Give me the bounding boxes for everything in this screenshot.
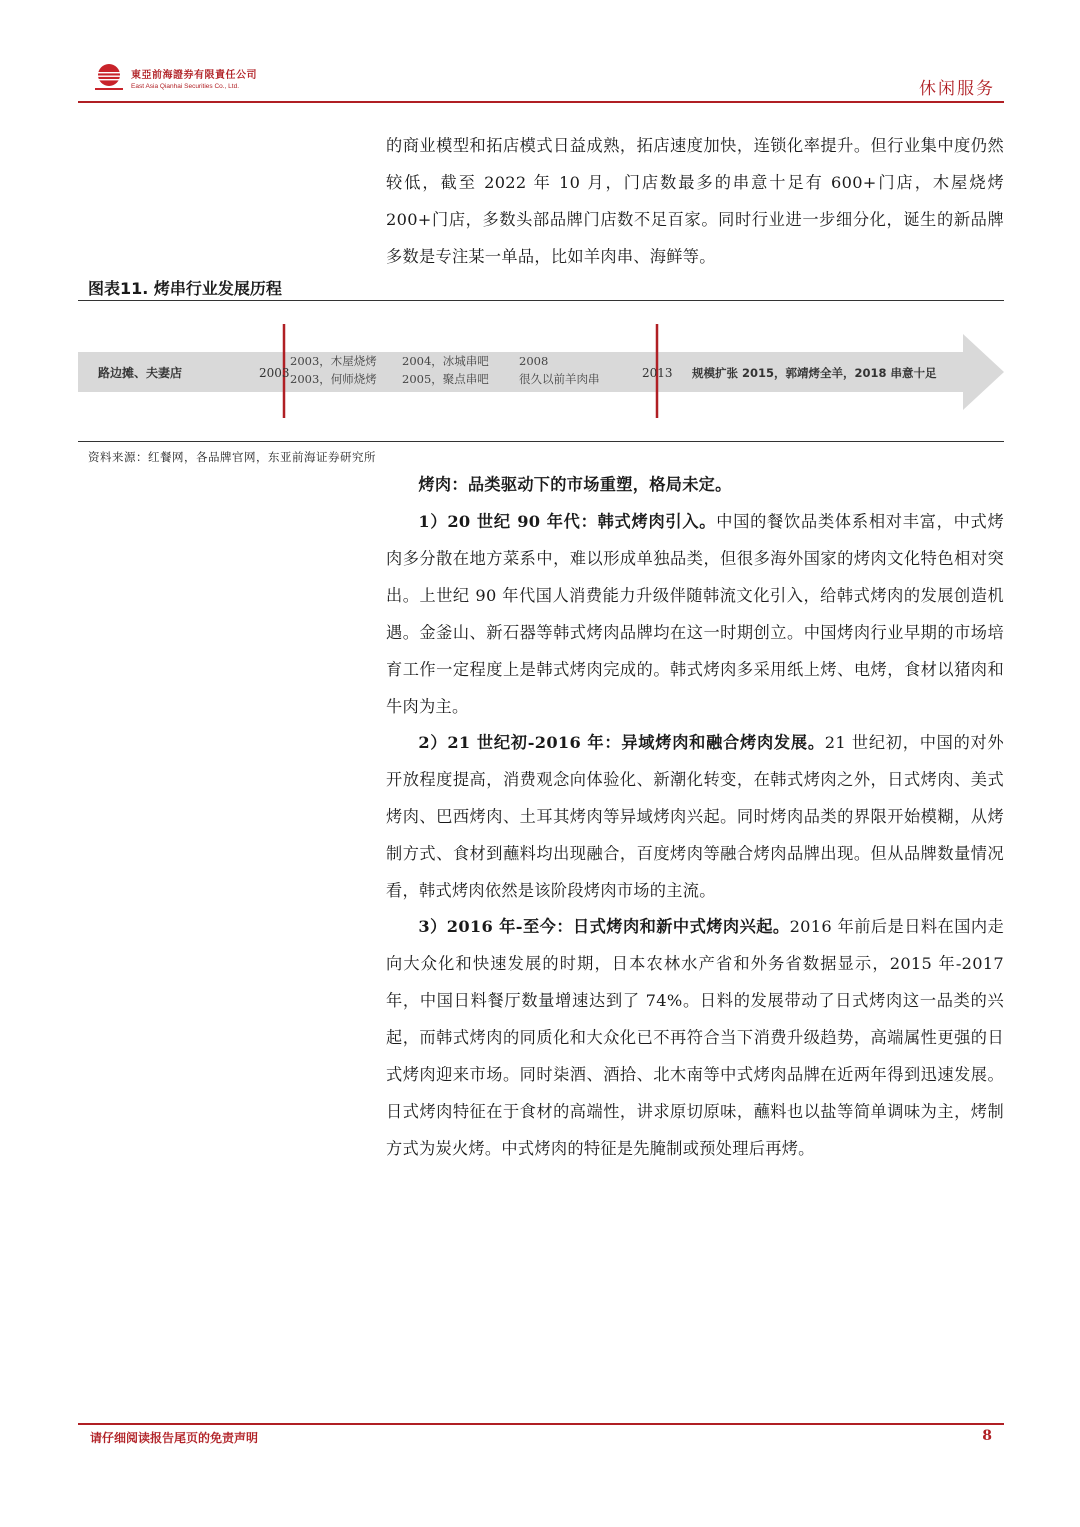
section-2-text: 21 世纪初，中国的对外开放程度提高，消费观念向体验化、新潮化转变，在韩式烤肉之外，日式烤肉、美式烤肉、巴西烤肉、土耳其烤肉等异域烤肉兴起。同时烤肉品类的界限开始模糊，从烤制方式、食材到蘸料均出现融合，百度烤肉等融合烤肉品牌出现。但从品牌数量情况看，韩式烤肉依然是该阶段烤肉市场的主流。 <box>386 733 1005 900</box>
section-2-lead: 2）21 世纪初-2016 年：异域烤肉和融合烤肉发展。 <box>418 733 825 752</box>
timeline-diagram <box>78 322 1004 420</box>
year-2013-label: 2013 <box>642 366 673 380</box>
year-2003-label: 2003 <box>259 366 290 380</box>
figure-top-rule <box>78 300 1004 301</box>
footer-divider <box>78 1423 1004 1425</box>
header-divider <box>78 101 1004 103</box>
section-3-text: 2016 年前后是日料在国内走向大众化和快速发展的时期，日本农林水产省和外务省数据显示，2015 年-2017 年，中国日料餐厅数量增速达到了 74%。日料的发展带动了日式烤肉这一品类的兴起，而韩式烤肉的同质化和大众化已不再符合当下消费升级趋势，高端属性更强的日式烤肉迎来市场。同时柒酒、酒拾、北木南等中式烤肉品牌在近两年得到迅速发展。日式烤肉特征在于食材的高端性，讲求原切原味，蘸料也以盐等简单调味为主，烤制方式为炭火烤。中式烤肉的特征是先腌制或预处理后再烤。 <box>386 917 1005 1158</box>
brand-muwu: 2003，木屋烧烤 <box>290 354 377 368</box>
figure-bottom-rule <box>78 441 1004 442</box>
section-heading-text: 烤肉：品类驱动下的市场重塑，格局未定。 <box>418 475 732 494</box>
brand-bingcheng: 2004，冰城串吧 <box>402 354 489 368</box>
page-number: 8 <box>982 1428 992 1444</box>
intro-paragraph: 的商业模型和拓店模式日益成熟，拓店速度加快，连锁化率提升。但行业集中度仍然较低，截至 2022 年 10 月，门店数最多的串意十足有 600+门店，木屋烧烤 200+门店，多数头部品牌门店数不足百家。同时行业进一步细分化，诞生的新品牌多数是专注某一单品，比如羊肉串、海鲜等。 <box>386 136 1004 266</box>
section-tag: 休闲服务 <box>919 79 995 99</box>
section-3-paragraph <box>386 908 1004 1167</box>
company-name-en: East Asia Qianhai Securities Co., Ltd. <box>131 83 240 90</box>
company-logo-icon <box>92 62 126 92</box>
brand-hengjiu: 很久以前羊肉串 <box>519 372 600 386</box>
figure-title: 图表11. 烤串行业发展历程 <box>88 279 282 298</box>
stage-roadside: 路边摊、夫妻店 <box>98 366 183 380</box>
section-heading <box>386 466 1004 503</box>
disclaimer-text: 请仔细阅读报告尾页的免责声明 <box>90 1431 259 1445</box>
company-name-cn: 東亞前海證券有限責任公司 <box>131 70 257 81</box>
stage-expansion: 规模扩张 2015，郭靖烤全羊，2018 串意十足 <box>692 366 937 380</box>
section-1-paragraph <box>386 503 1004 725</box>
brand-heshi: 2003，何师烧烤 <box>290 372 377 386</box>
section-3-lead: 3）2016 年-至今：日式烤肉和新中式烤肉兴起。 <box>418 917 790 936</box>
company-name <box>131 66 257 90</box>
brand-judian: 2005，聚点串吧 <box>402 372 489 386</box>
section-1-lead: 1）20 世纪 90 年代：韩式烤肉引入。 <box>418 512 717 531</box>
brand-2008: 2008 <box>519 354 549 368</box>
figure-source: 资料来源：红餐网，各品牌官网，东亚前海证券研究所 <box>88 450 376 464</box>
section-2-paragraph <box>386 724 1004 909</box>
section-1-text: 中国的餐饮品类体系相对丰富，中式烤肉多分散在地方菜系中，难以形成单独品类，但很多海外国家的烤肉文化特色相对突出。上世纪 90 年代国人消费能力升级伴随韩流文化引入，给韩式烤肉的发展创造机遇。金釜山、新石器等韩式烤肉品牌均在这一时期创立。中国烤肉行业早期的市场培育工作一定程度上是韩式烤肉完成的。韩式烤肉多采用纸上烤、电烤，食材以猪肉和牛肉为主。 <box>386 512 1004 716</box>
